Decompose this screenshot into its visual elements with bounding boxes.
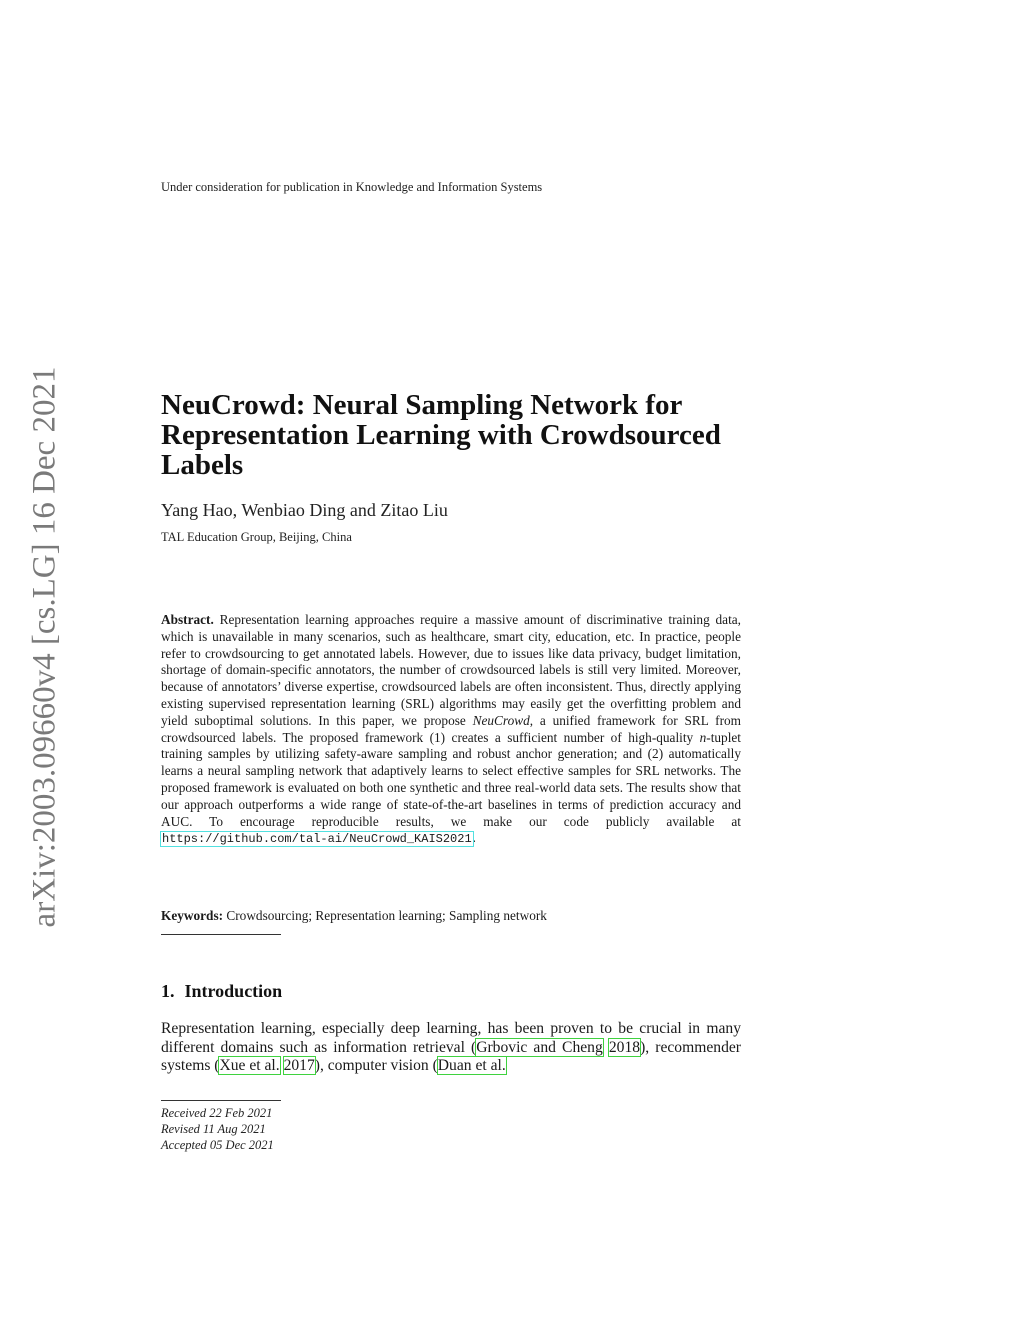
keywords-label: Keywords:: [161, 908, 224, 923]
abstract-n-variable: n: [699, 729, 707, 745]
keywords-divider: [161, 934, 281, 935]
keywords-text: Crowdsourcing; Representation learning; Sampling network: [226, 908, 547, 923]
footnote-divider: [161, 1100, 281, 1101]
date-received: Received 22 Feb 2021: [161, 1106, 273, 1120]
section-number: 1.: [161, 981, 175, 1001]
paper-title: NeuCrowd: Neural Sampling Network for Representation Learning with Crowdsourced Labels: [161, 389, 721, 481]
authors: Yang Hao, Wenbiao Ding and Zitao Liu: [161, 500, 448, 520]
section-title: Introduction: [184, 981, 283, 1001]
section-heading-introduction: [161, 981, 282, 1002]
citation-link-xue-year[interactable]: 2017: [283, 1057, 315, 1074]
abstract-text-1: Representation learning approaches require a massive amount of discriminative training data, which is unavailable in many scenarios, such as healthcare, smart city, education, etc. In practice, people refer to crowdsourcing to get annotated labels. However, due to issues like data privacy, budget limitation, shortage of domain-specific annotators, the number of crowdsourced labels is still very limited. Moreover, because of annotators’ diverse expertise, crowdsourced labels are often inconsistent. Thus, directly applying existing supervised representation learning (SRL) algorithms may easily get the overfitting problem and yield suboptimal solutions. In this paper, we propose: [161, 612, 741, 728]
submission-dates: [161, 1105, 274, 1153]
date-revised: Revised 11 Aug 2021: [161, 1122, 266, 1136]
journal-line: Under consideration for publication in Knowledge and Information Systems: [161, 180, 543, 194]
code-url-link[interactable]: https://github.com/tal-ai/NeuCrowd_KAIS2021: [162, 832, 472, 847]
citation-link-grbovic[interactable]: Grbovic and Cheng: [476, 1038, 603, 1056]
affiliation: TAL Education Group, Beijing, China: [161, 530, 352, 544]
intro-text-1: Representation learning, especially deep learning, has been proven to be crucial in many different domains such as information retrieval (: [161, 1020, 741, 1056]
keywords: [161, 908, 741, 924]
arxiv-stamp: [21, 352, 69, 942]
citation-link-xue[interactable]: Xue et al.: [219, 1057, 280, 1074]
citation-link-duan[interactable]: Duan et al.: [437, 1057, 506, 1074]
intro-paragraph: [161, 1020, 741, 1076]
abstract-text-2: , a unified framework for SRL from crowdsourced labels. The proposed framework (1) creates a sufficient number of high-quality: [161, 712, 741, 745]
intro-text-2: ), recommender systems (: [161, 1038, 741, 1074]
abstract-method-name: NeuCrowd: [472, 712, 530, 728]
citation-link-grbovic-year[interactable]: 2018: [608, 1038, 641, 1056]
arxiv-stamp-text: arXiv:2003.09660v4 [cs.LG] 16 Dec 2021: [26, 366, 63, 928]
abstract-label: Abstract.: [161, 612, 214, 627]
abstract-text-3: -tuplet training samples by utilizing safety-aware sampling and robust anchor generation; and (2) automatically learns a neural sampling network that adaptively learns to select effective samples for SRL networks. The proposed framework is evaluated on both one synthetic and three real-world data sets. The results show that our approach outperforms a wide range of state-of-the-art baselines in terms of prediction accuracy and AUC. To encourage reproducible results, we make our code publicly available at: [161, 729, 741, 829]
abstract: [161, 612, 741, 848]
abstract-text-4: .: [472, 830, 476, 846]
intro-text-3: ), computer vision (: [314, 1057, 438, 1074]
date-accepted: Accepted 05 Dec 2021: [161, 1138, 274, 1152]
